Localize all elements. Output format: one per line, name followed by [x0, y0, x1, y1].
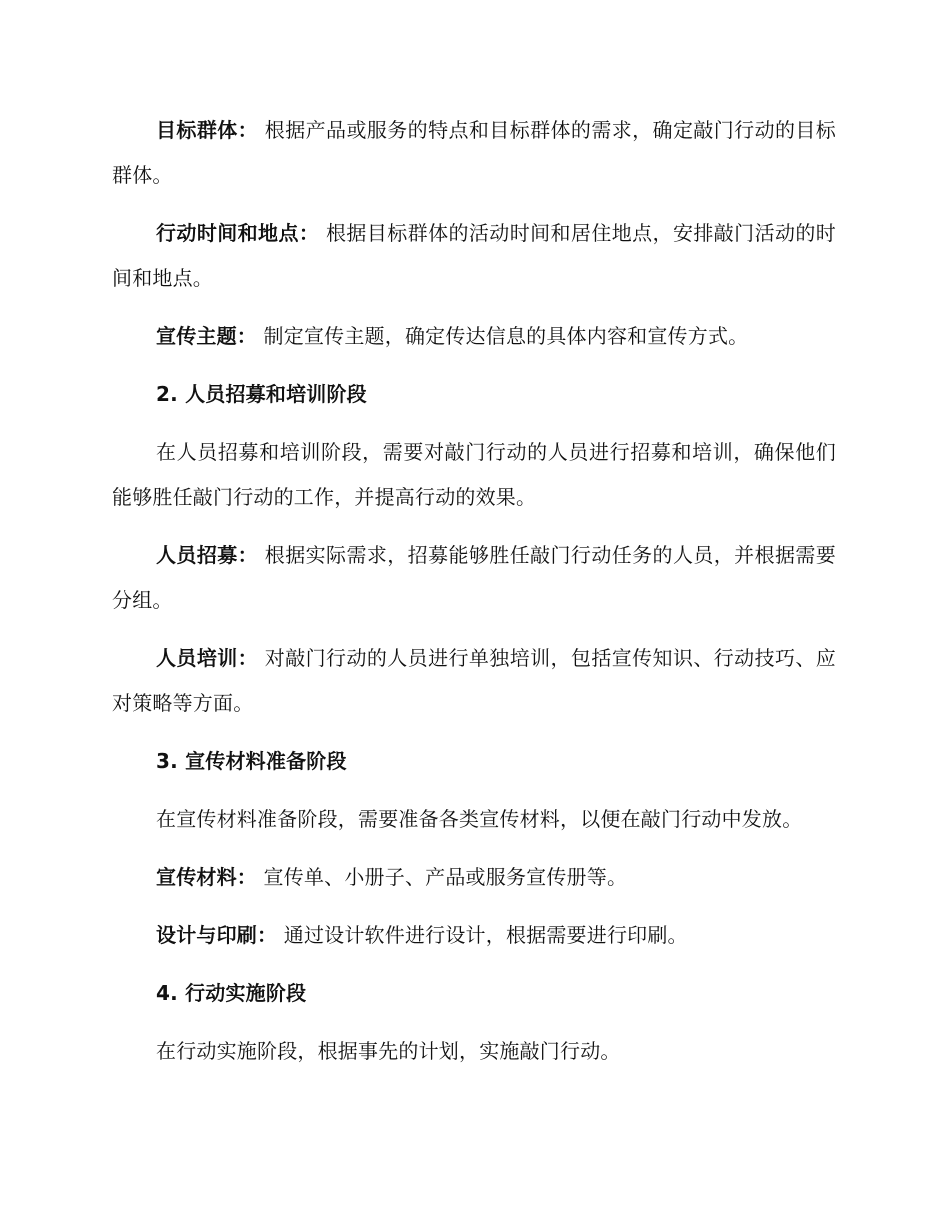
paragraph-text: 根据目标群体的活动时间和居住地点，安排敲门活动的时间和地点。 — [112, 221, 836, 290]
paragraph-text: 制定宣传主题，确定传达信息的具体内容和宣传方式。 — [257, 324, 749, 348]
paragraph-text: 对敲门行动的人员进行单独培训，包括宣传知识、行动技巧、应对策略等方面。 — [112, 646, 836, 715]
paragraph-theme — [112, 314, 836, 359]
paragraph-target-group — [112, 108, 836, 198]
term-label: 人员招募： — [156, 543, 259, 567]
section-heading: 2. 人员招募和培训阶段 — [156, 382, 367, 406]
paragraph-body: 在宣传材料准备阶段，需要准备各类宣传材料，以便在敲门行动中发放。 — [156, 807, 803, 831]
paragraph-text: 通过设计软件进行设计，根据需要进行印刷。 — [277, 923, 688, 947]
section-heading: 3. 宣传材料准备阶段 — [156, 749, 347, 773]
term-label: 宣传材料： — [156, 865, 257, 889]
paragraph-time-location — [112, 211, 836, 301]
section-heading: 4. 行动实施阶段 — [156, 981, 307, 1005]
paragraph-recruitment — [112, 533, 836, 623]
document-page — [112, 108, 836, 1087]
paragraph-design-print — [112, 913, 836, 958]
paragraph-training — [112, 636, 836, 726]
term-label: 目标群体： — [156, 118, 259, 142]
paragraph-body: 在行动实施阶段，根据事先的计划，实施敲门行动。 — [156, 1039, 621, 1063]
paragraph-text: 根据实际需求，招募能够胜任敲门行动任务的人员，并根据需要分组。 — [112, 543, 836, 612]
paragraph-text: 宣传单、小册子、产品或服务宣传册等。 — [257, 865, 628, 889]
term-label: 人员培训： — [156, 646, 259, 670]
paragraph-body: 在人员招募和培训阶段，需要对敲门行动的人员进行招募和培训，确保他们能够胜任敲门行动的工作，并提高行动的效果。 — [112, 440, 836, 509]
term-label: 宣传主题： — [156, 324, 257, 348]
term-label: 设计与印刷： — [156, 923, 278, 947]
paragraph-text: 根据产品或服务的特点和目标群体的需求，确定敲门行动的目标群体。 — [112, 118, 836, 187]
term-label: 行动时间和地点： — [156, 221, 320, 245]
paragraph-materials — [112, 855, 836, 900]
